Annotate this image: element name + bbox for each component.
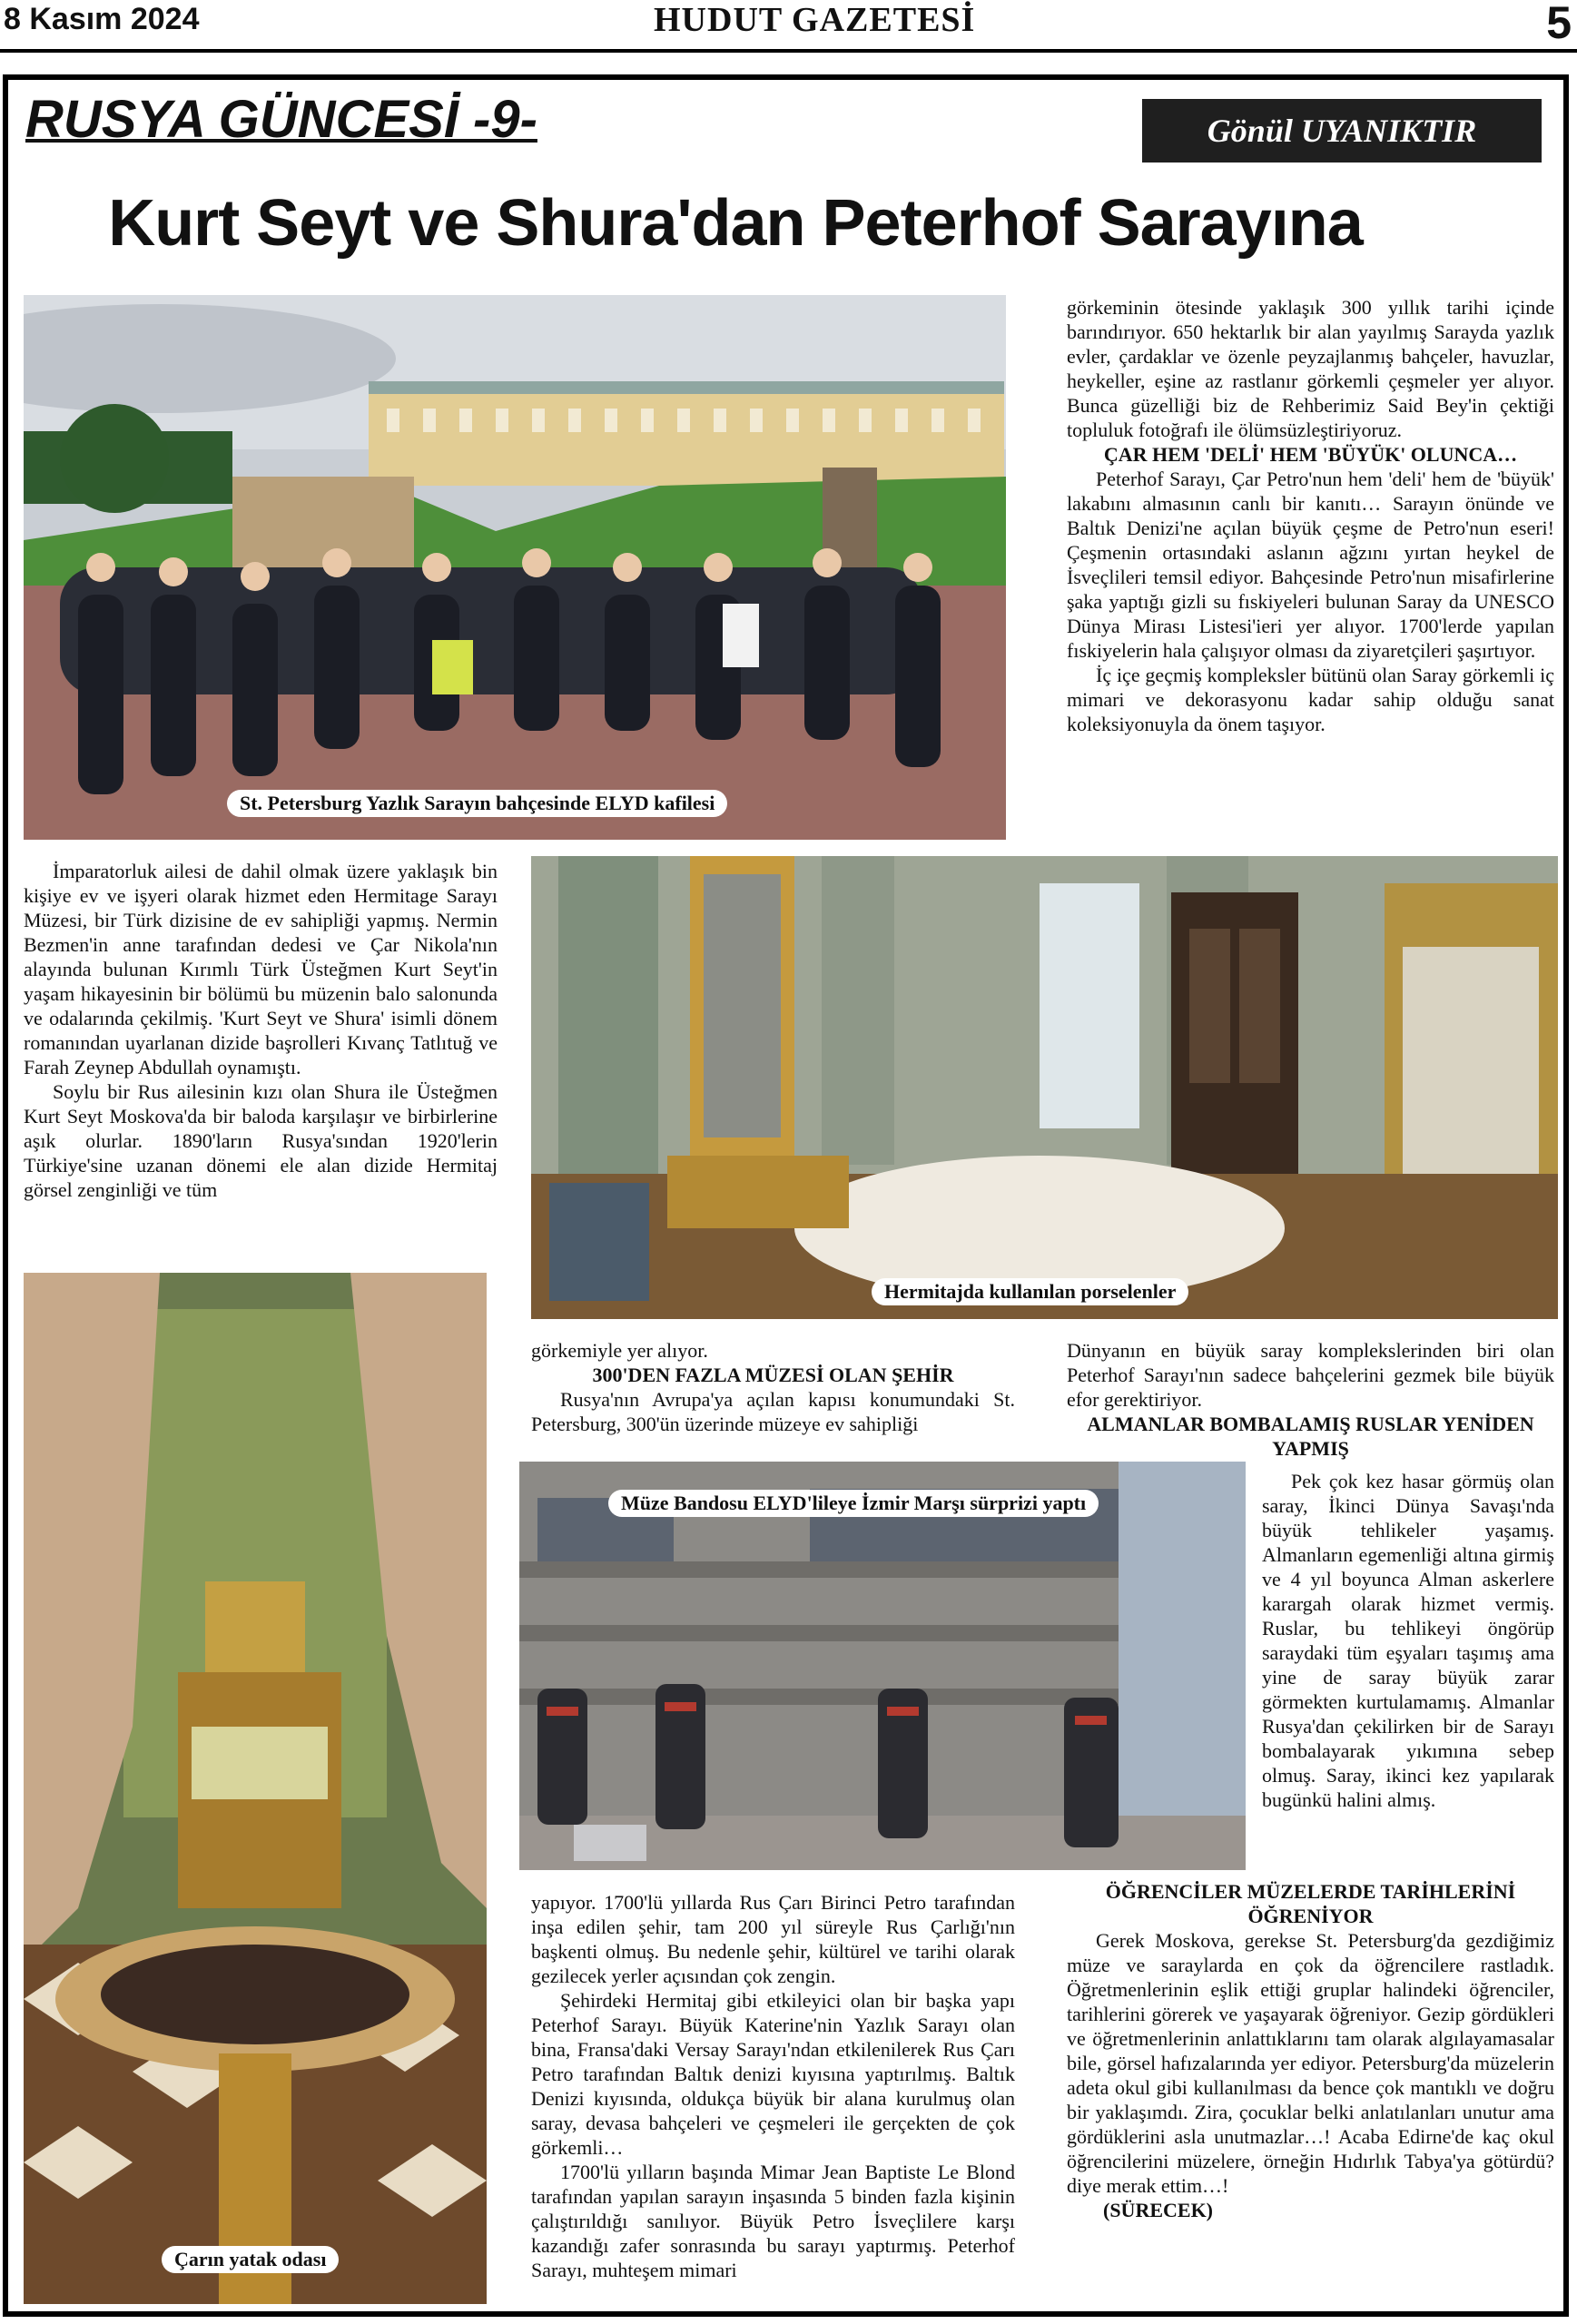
group-photo [24,295,1006,840]
subheading-almanlar: ALMANLAR BOMBALAMIŞ RUSLAR YENİDEN YAPMIŞ [1087,1413,1534,1460]
author-badge: Gönül UYANIKTIR [1142,99,1542,162]
right-bottom-column [1067,1879,1554,2222]
right-narrow-column [1262,1469,1554,1812]
subheading-car: ÇAR HEM 'DELİ' HEM 'BÜYÜK' OLUNCA… [1103,443,1518,466]
paragraph: İç içe geçmiş kompleksler bütünü olan Saray görkemli iç mimari ve dekorasyonu kadar sahip olduğu sanat koleksiyonuyla da önem taşıyor. [1067,664,1554,735]
paragraph: 1700'lü yılların başında Mimar Jean Baptiste Le Blond tarafından yapılan sarayın inşasında 5 binden fazla kişinin çalıştırıldığı sanılıyor. Büyük Petro İsveçlilere karşı kazandığı zafer sonrasında bu sarayı yaptırmış. Peterhof Sarayı, muhteşem mimari [531,2161,1015,2281]
paragraph: Dünyanın en büyük saray komplekslerinden biri olan Peterhof Sarayı'nın sadece bahçelerini gezmek bile büyük efor gerektiriyor. [1067,1339,1554,1411]
right-middle-column [1067,1338,1554,1461]
band-photo-caption: Müze Bandosu ELYD'lileye İzmir Marşı sürprizi yaptı [608,1490,1099,1517]
paragraph: yapıyor. 1700'lü yıllarda Rus Çarı Birinci Petro tarafından inşa edilen şehir, tam 200 yıl süreyle Rus Çarlığı'nın başkenti olmuş. Bu nedenle şehir, kültürel ve tarihi olarak gezilecek yerler açısından çok zengin. [531,1891,1015,1987]
paragraph: görkemiyle yer alıyor. [531,1339,708,1362]
headline: Kurt Seyt ve Shura'dan Peterhof Sarayına [108,187,1363,260]
paragraph: Şehirdeki Hermitaj gibi etkileyici olan bir başka yapı Peterhof Sarayı. Büyük Katerine'nin Yazlık Sarayı olan bina, Fransa'daki Versay Sarayı'ndan etkilenilerek Rus Çarı Petro tarafından Baltık denizi kıyısına yaptırılmış. Baltık Denizi kıyısında, oldukça büyük bir alana kurulmuş olan saray, devasa bahçeleri ve çeşmeleri ile gerçekten de çok görkemli… [531,1989,1015,2159]
porcelain-photo-caption: Hermitajda kullanılan porselenler [872,1278,1188,1305]
paragraph: görkeminin ötesinde yaklaşık 300 yıllık tarihi içinde barındırıyor. 650 hektarlık bir alan yayılmış Sarayda yazlık evler, çardaklar ve özenle peyzajlanmış bahçeler, havuzlar, heykeller, eşine az rastlanır görkemli çeşmeler yer alıyor. Bunca güzelliği biz de Rehberimiz Said Bey'in çektiği topluluk fotoğrafı ile ölümsüzleştiriyoruz. [1067,296,1554,441]
porcelain-photo [531,856,1558,1319]
subheading-ogrenciler: ÖĞRENCİLER MÜZELERDE TARİHLERİNİ ÖĞRENİYOR [1105,1880,1516,1927]
center-middle-column [531,1338,1015,1436]
bedroom-photo [24,1273,487,2304]
center-bottom-column [531,1890,1015,2282]
band-photo [519,1462,1246,1870]
to-be-continued: (SÜRECEK) [1103,2199,1214,2221]
paragraph: Rusya'nın Avrupa'ya açılan kapısı konumundaki St. Petersburg, 300'ün üzerinde müzeye ev sahipliği [531,1388,1015,1435]
page-number: 5 [1546,0,1572,48]
paragraph: İmparatorluk ailesi de dahil olmak üzere yaklaşık bin kişiye ev ve işyeri olarak hizmet eden Hermitage Sarayı Müzesi, bir Türk dizisine de ev sahipliği yapmış. Nermin Bezmen'in anne tarafından dedesi ve Çar Nikola'nın alayında bulunan Kırımlı Türk Üsteğmen Kurt Seyt'in yaşam hikayesinin bir bölümü bu müzenin balo salonunda ve odalarında çekilmiş. 'Kurt Seyt ve Shura' isimli dönem romanından uyarlanan dizide başrolleri Kıvanç Tatlıtuğ ve Farah Zeynep Abdullah oynamıştı. [24,860,498,1078]
subheading-300: 300'DEN FAZLA MÜZESİ OLAN ŞEHİR [592,1364,954,1386]
header-rule [0,49,1577,53]
issue-date: 8 Kasım 2024 [4,2,200,36]
paragraph: Peterhof Sarayı, Çar Petro'nun hem 'deli' hem de 'büyük' lakabını almasının canlı bir kanıtı… Sarayın önünde ve Baltık Denizi'ne açılan büyük çeşme de Petro'nun eseri! Çeşmenin ortasındaki aslanın ağzını yırtan heykel de İsveçlileri temsil ediyor. Bahçesinde Petro'nun misafirlerine şaka yaptığı gizli su fıskiyeleri bulunan Saray da UNESCO Dünya Mirası Listesi'ieri yer alıyor. 1700'lerde yapılan fıskiyelerin hala çalışıyor olması da ziyaretçileri şaşırtıyor. [1067,468,1554,662]
paragraph: Pek çok kez hasar görmüş olan saray, İkinci Dünya Savaşı'nda büyük tehlikeler yaşamış. Almanların egemenliği altına girmiş ve 4 yıl boyunca Alman askerlere karargah olarak hizmet vermiş. Ruslar, bu tehlikeyi öngörüp saraydaki tüm eşyaları taşımış ama yine de saray büyük zarar görmekten kurtulamamış. Almanlar Rusya'dan çekilirken bir de Sarayı bombalayarak yıkımına sebep olmuş. Saray, ikinci kez yapılarak bugünkü halini almış. [1262,1470,1554,1811]
paragraph: Gerek Moskova, gerekse St. Petersburg'da gezdiğimiz müze ve saraylarda en çok da öğrencilere rastladık. Öğretmenlerinin eşlik ettiği gruplar halindeki öğrenciler, tarihlerini görerek ve yaşayarak öğreniyor. Gezip gördükleri ve öğretmenlerinin anlattıklarını tam olarak algılayamasalar bile, görsel hafızalarında yer ediyor. Petersburg'da müzelerin adeta okul gibi kullanılması da bence çok mantıklı ve doğru bir yaklaşımdı. Zira, çocuklar belki anlatılanları unutur ama gördüklerini asla unutmazlar…! Acaba Edirne'de kaç okul öğrencilerini müzelere, örneğin Hıdırlık Tabya'ya götürdü? diye merak ettim…! [1067,1929,1554,2197]
paragraph: Soylu bir Rus ailesinin kızı olan Shura ile Üsteğmen Kurt Seyt Moskova'da bir baloda karşılaşır ve birbirlerine aşık olurlar. 1890'ların Rusya'sından 1920'lerin Türkiye'sine uzanan dönemi ele alan dizide Hermitaj görsel zenginliği ve tüm [24,1080,498,1201]
left-middle-column [24,859,498,1202]
bedroom-photo-caption: Çarın yatak odası [162,2246,339,2273]
series-title: RUSYA GÜNCESİ -9- [25,90,537,149]
group-photo-caption: St. Petersburg Yazlık Sarayın bahçesinde ELYD kafilesi [227,790,727,817]
right-top-column [1067,295,1554,736]
newspaper-name: HUDUT GAZETESİ [654,1,976,39]
